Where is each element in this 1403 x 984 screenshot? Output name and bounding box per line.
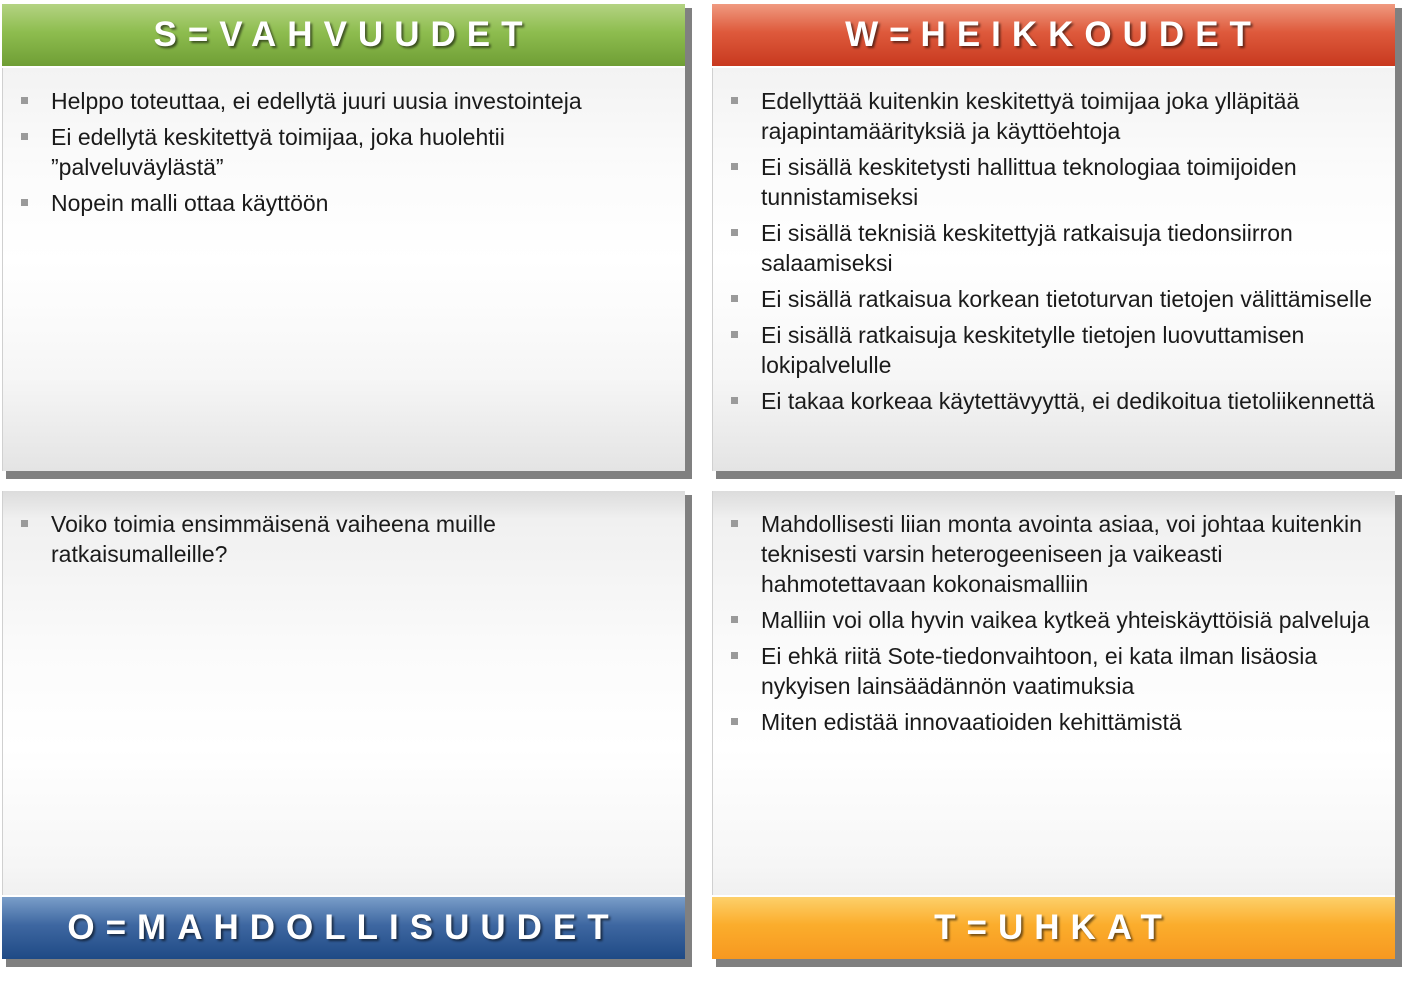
square-bullet-icon (731, 616, 738, 623)
strengths-header: S=VAHVUUDET (2, 4, 685, 68)
square-bullet-icon (731, 397, 738, 404)
weaknesses-item (731, 386, 1376, 416)
threats-item (731, 509, 1376, 599)
opportunities-panel (2, 491, 685, 959)
strengths-list (21, 86, 661, 224)
square-bullet-icon (21, 133, 28, 140)
strengths-item (21, 86, 661, 116)
threats-item-text: Ei ehkä riitä Sote-tiedonvaihtoon, ei kata ilman lisäosia nykyisen lainsäädännön vaatimuksia (761, 643, 1318, 699)
threats-item (731, 605, 1376, 635)
threats-item-text: Miten edistää innovaatioiden kehittämistä (761, 709, 1182, 735)
threats-header: T=UHKAT (712, 895, 1395, 959)
weaknesses-item-text: Ei sisällä teknisiä keskitettyjä ratkaisuja tiedonsiirron salaamiseksi (761, 220, 1293, 276)
weaknesses-item-text: Ei sisällä ratkaisuja keskitetylle tietojen luovuttamisen lokipalvelulle (761, 322, 1305, 378)
weaknesses-item (731, 152, 1376, 212)
opportunities-item-text: Voiko toimia ensimmäisenä vaiheena muille ratkaisumalleille? (51, 511, 496, 567)
threats-item (731, 641, 1376, 701)
opportunities-list (21, 509, 661, 575)
square-bullet-icon (21, 97, 28, 104)
threats-item-text: Mahdollisesti liian monta avointa asiaa, voi johtaa kuitenkin teknisesti varsin heterogeeniseen ja vaikeasti hahmotettavaan kokonaismalliin (761, 511, 1362, 597)
threats-list (731, 509, 1376, 743)
square-bullet-icon (731, 652, 738, 659)
weaknesses-item-text: Edellyttää kuitenkin keskitettyä toimijaa joka ylläpitää rajapintamäärityksiä ja käyttöehtoja (761, 88, 1300, 144)
square-bullet-icon (731, 331, 738, 338)
weaknesses-panel (712, 4, 1395, 471)
square-bullet-icon (731, 97, 738, 104)
weaknesses-list (731, 86, 1376, 422)
weaknesses-item-text: Ei sisällä ratkaisua korkean tietoturvan tietojen välittämiselle (761, 286, 1373, 312)
weaknesses-item (731, 284, 1376, 314)
strengths-item-text: Helppo toteuttaa, ei edellytä juuri uusia investointeja (51, 88, 582, 114)
opportunities-item (21, 509, 661, 569)
square-bullet-icon (21, 520, 28, 527)
threats-item (731, 707, 1376, 737)
opportunities-header: O=MAHDOLLISUUDET (2, 895, 685, 959)
square-bullet-icon (731, 520, 738, 527)
strengths-item (21, 188, 661, 218)
strengths-item (21, 122, 661, 182)
square-bullet-icon (731, 295, 738, 302)
threats-item-text: Malliin voi olla hyvin vaikea kytkeä yhteiskäyttöisiä palveluja (761, 607, 1370, 633)
weaknesses-item (731, 218, 1376, 278)
weaknesses-item (731, 86, 1376, 146)
strengths-panel (2, 4, 685, 471)
weaknesses-header: W=HEIKKOUDET (712, 4, 1395, 68)
weaknesses-item-text: Ei sisällä keskitetysti hallittua teknologiaa toimijoiden tunnistamiseksi (761, 154, 1297, 210)
square-bullet-icon (731, 163, 738, 170)
square-bullet-icon (731, 229, 738, 236)
weaknesses-item-text: Ei takaa korkeaa käytettävyyttä, ei dedikoitua tietoliikennettä (761, 388, 1375, 414)
strengths-item-text: Ei edellytä keskitettyä toimijaa, joka huolehtii ”palveluväylästä” (51, 124, 505, 180)
strengths-item-text: Nopein malli ottaa käyttöön (51, 190, 329, 216)
square-bullet-icon (731, 718, 738, 725)
weaknesses-item (731, 320, 1376, 380)
square-bullet-icon (21, 199, 28, 206)
threats-panel (712, 491, 1395, 959)
